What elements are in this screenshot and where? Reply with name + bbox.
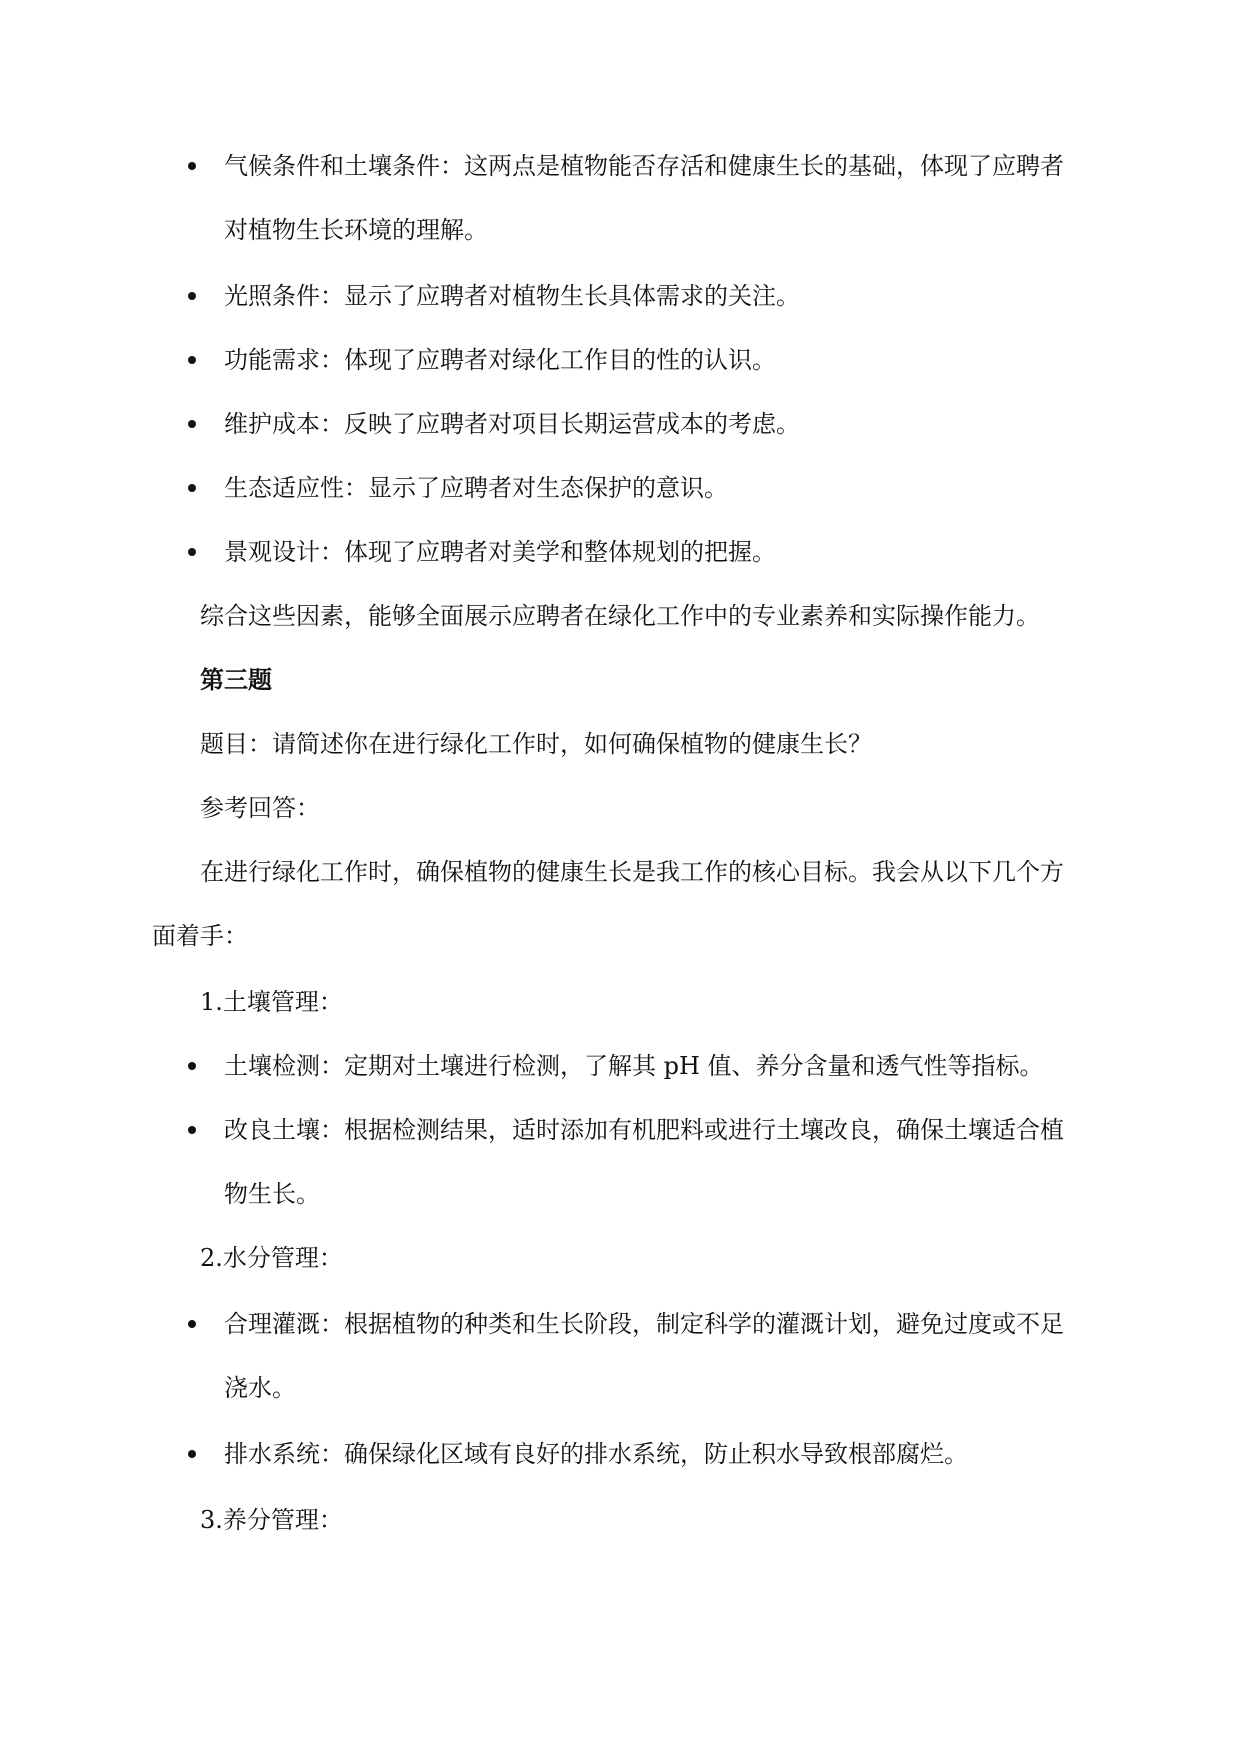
- reference-answer-label: 参考回答：: [200, 794, 320, 822]
- bullet-text: 排水系统：确保绿化区域有良好的排水系统，防止积水导致根部腐烂。: [224, 1440, 968, 1468]
- bullet-text-continuation: 物生长。: [224, 1180, 320, 1208]
- answer-intro: 在进行绿化工作时，确保植物的健康生长是我工作的核心目标。我会从以下几个方: [200, 858, 1064, 886]
- question-text: 题目：请简述你在进行绿化工作时，如何确保植物的健康生长？: [200, 730, 872, 758]
- bullet-text: 生态适应性：显示了应聘者对生态保护的意识。: [224, 474, 728, 502]
- bullet-text: 土壤检测：定期对土壤进行检测，了解其 pH 值、养分含量和透气性等指标。: [224, 1052, 1044, 1080]
- bullet-text: 景观设计：体现了应聘者对美学和整体规划的把握。: [224, 538, 776, 566]
- bullet-icon: [188, 162, 196, 170]
- bullet-text: 改良土壤：根据检测结果，适时添加有机肥料或进行土壤改良，确保土壤适合植: [224, 1116, 1064, 1144]
- bullet-icon: [188, 1450, 196, 1458]
- bullet-icon: [188, 420, 196, 428]
- section-heading: 第三题: [200, 666, 272, 694]
- answer-intro-continuation: 面着手：: [152, 922, 248, 950]
- bullet-icon: [188, 1320, 196, 1328]
- bullet-icon: [188, 1126, 196, 1134]
- bullet-text: 功能需求：体现了应聘者对绿化工作目的性的认识。: [224, 346, 776, 374]
- bullet-icon: [188, 548, 196, 556]
- subsection-title: 1.土壤管理：: [200, 988, 343, 1016]
- bullet-text: 维护成本：反映了应聘者对项目长期运营成本的考虑。: [224, 410, 800, 438]
- bullet-text: 合理灌溉：根据植物的种类和生长阶段，制定科学的灌溉计划，避免过度或不足: [224, 1310, 1064, 1338]
- bullet-text-continuation: 对植物生长环境的理解。: [224, 216, 488, 244]
- bullet-icon: [188, 1062, 196, 1070]
- summary-paragraph: 综合这些因素，能够全面展示应聘者在绿化工作中的专业素养和实际操作能力。: [200, 602, 1040, 630]
- bullet-icon: [188, 292, 196, 300]
- bullet-text-continuation: 浇水。: [224, 1374, 296, 1402]
- bullet-text: 光照条件：显示了应聘者对植物生长具体需求的关注。: [224, 282, 800, 310]
- subsection-title: 2.水分管理：: [200, 1244, 343, 1272]
- bullet-text: 气候条件和土壤条件：这两点是植物能否存活和健康生长的基础，体现了应聘者: [224, 152, 1064, 180]
- bullet-icon: [188, 484, 196, 492]
- subsection-title: 3.养分管理：: [200, 1506, 343, 1534]
- bullet-icon: [188, 356, 196, 364]
